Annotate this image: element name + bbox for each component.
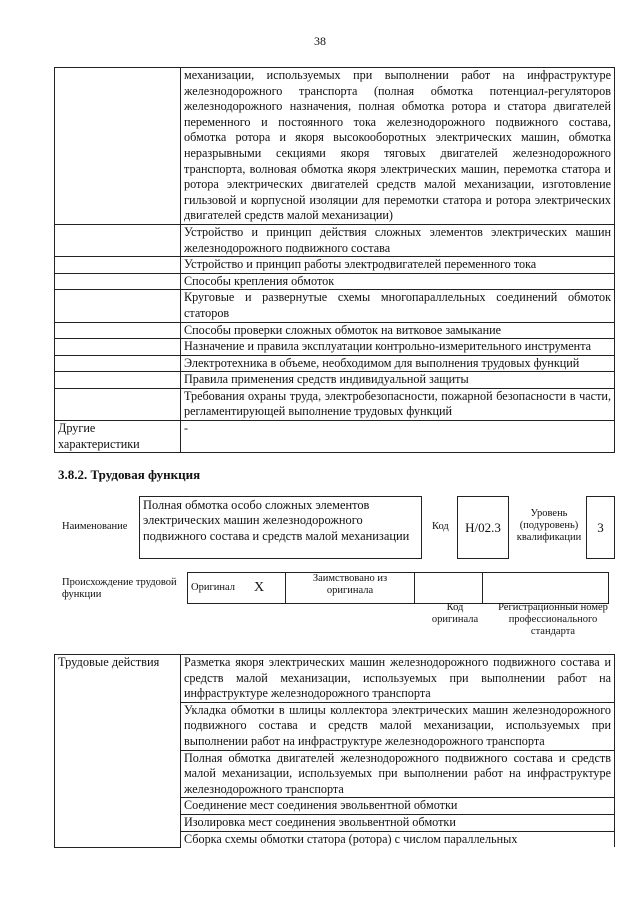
labor-action-item: Сборка схемы обмотки статора (ротора) с числом параллельных bbox=[181, 831, 615, 847]
table-cell-text: Устройство и принцип действия сложных элементов электрических машин железнодорожного подвижного состава bbox=[181, 224, 615, 256]
code-label: Код bbox=[432, 521, 449, 532]
origin-table bbox=[187, 572, 609, 604]
table-row bbox=[55, 273, 615, 290]
table-cell-left bbox=[55, 322, 181, 339]
original-label: Оригинал bbox=[188, 573, 252, 604]
table-cell-text: Требования охраны труда, электробезопасности, пожарной безопасности в части, регламентирующей выполнение трудовых функций bbox=[181, 388, 615, 420]
table-cell-left bbox=[55, 372, 181, 389]
table-row bbox=[55, 421, 615, 453]
table-cell-left bbox=[55, 388, 181, 420]
labor-action-item: Полная обмотка двигателей железнодорожного подвижного состава и средств малой механизации, используемых при выполнении работ на инфраструктуре железнодорожного транспорта bbox=[181, 750, 615, 798]
table-row bbox=[55, 388, 615, 420]
table-row bbox=[55, 655, 615, 703]
table-row bbox=[55, 372, 615, 389]
table-cell-text: Круговые и развернутые схемы многопараллельных соединений обмоток статоров bbox=[181, 290, 615, 322]
labor-actions-table bbox=[54, 654, 615, 848]
table-cell-text: Способы крепления обмоток bbox=[181, 273, 615, 290]
table-row bbox=[55, 257, 615, 274]
table-row bbox=[55, 290, 615, 322]
qualification-level: 3 bbox=[586, 496, 615, 559]
requirements-table bbox=[54, 67, 615, 453]
registration-number-caption: Регистрационный номер профессионального стандарта bbox=[498, 602, 608, 637]
section-title: 3.8.2. Трудовая функция bbox=[58, 467, 201, 482]
table-row bbox=[55, 355, 615, 372]
table-cell-left bbox=[55, 257, 181, 274]
table-row bbox=[55, 224, 615, 256]
table-cell-left bbox=[55, 68, 181, 225]
page-number: 38 bbox=[314, 34, 326, 48]
labor-action-item: Разметка якоря электрических машин железнодорожного подвижного состава и средств малой механизации, используемых при выполнении работ на инфраструктуре железнодорожного транспорта bbox=[181, 655, 615, 703]
table-cell-text: Устройство и принцип работы электродвигателей переменного тока bbox=[181, 257, 615, 274]
function-code: Н/02.3 bbox=[457, 496, 509, 559]
table-cell-text: Правила применения средств индивидуальной защиты bbox=[181, 372, 615, 389]
qualification-level-label: Уровень (подуровень) квалификации bbox=[516, 508, 582, 543]
labor-action-item: Изолировка мест соединения эвольвентной обмотки bbox=[181, 814, 615, 831]
table-cell-left bbox=[55, 355, 181, 372]
table-cell-text: механизации, используемых при выполнении работ на инфраструктуре железнодорожного транспорта (полная обмотка потенциал-регуляторов железнодорожного назначения, полная обмотка ротора и статора двигателей переменного и постоянного тока железнодорожного подвижного состава, обмотка ротора и якоря высокооборотных электрических машин, обмотка неразрывными секциями якоря тяговых двигателей железнодорожного транспорта, волновая обмотка якоря электрических машин, перемотка статора и ротора электрических двигателей средств малой механизации, изготовление гильзовой и корпусной изоляции для перемотки статора и ротора электрических двигателей средств малой механизации) bbox=[181, 68, 615, 225]
registration-number-cell bbox=[483, 573, 609, 604]
origin-label: Происхождение трудовой функции bbox=[62, 577, 177, 600]
original-mark: X bbox=[251, 573, 286, 604]
table-cell-left bbox=[55, 290, 181, 322]
function-name: Полная обмотка особо сложных элементов электрических машин железнодорожного подвижного состава и средств малой механизации bbox=[139, 496, 422, 559]
table-row bbox=[188, 573, 609, 604]
table-row bbox=[55, 339, 615, 356]
table-row bbox=[55, 322, 615, 339]
other-characteristics-value: - bbox=[181, 421, 615, 453]
other-characteristics-label: Другие характеристики bbox=[55, 421, 181, 453]
table-cell-left bbox=[55, 224, 181, 256]
original-code-cell bbox=[415, 573, 483, 604]
table-cell-text: Назначение и правила эксплуатации контрольно-измерительного инструмента bbox=[181, 339, 615, 356]
table-cell-left bbox=[55, 339, 181, 356]
labor-action-item: Укладка обмотки в шлицы коллектора электрических машин железнодорожного подвижного состава и средств малой механизации, используемых при выполнении работ на инфраструктуре железнодорожного транспорта bbox=[181, 702, 615, 750]
borrowed-label: Заимствовано из оригинала bbox=[286, 573, 415, 604]
labor-action-item: Соединение мест соединения эвольвентной обмотки bbox=[181, 798, 615, 815]
name-label: Наименование bbox=[62, 521, 128, 532]
table-cell-left bbox=[55, 273, 181, 290]
labor-actions-label: Трудовые действия bbox=[55, 655, 181, 848]
table-row bbox=[55, 68, 615, 225]
table-cell-text: Электротехника в объеме, необходимом для выполнения трудовых функций bbox=[181, 355, 615, 372]
original-code-caption: Код оригинала bbox=[431, 602, 479, 625]
table-cell-text: Способы проверки сложных обмоток на витковое замыкание bbox=[181, 322, 615, 339]
